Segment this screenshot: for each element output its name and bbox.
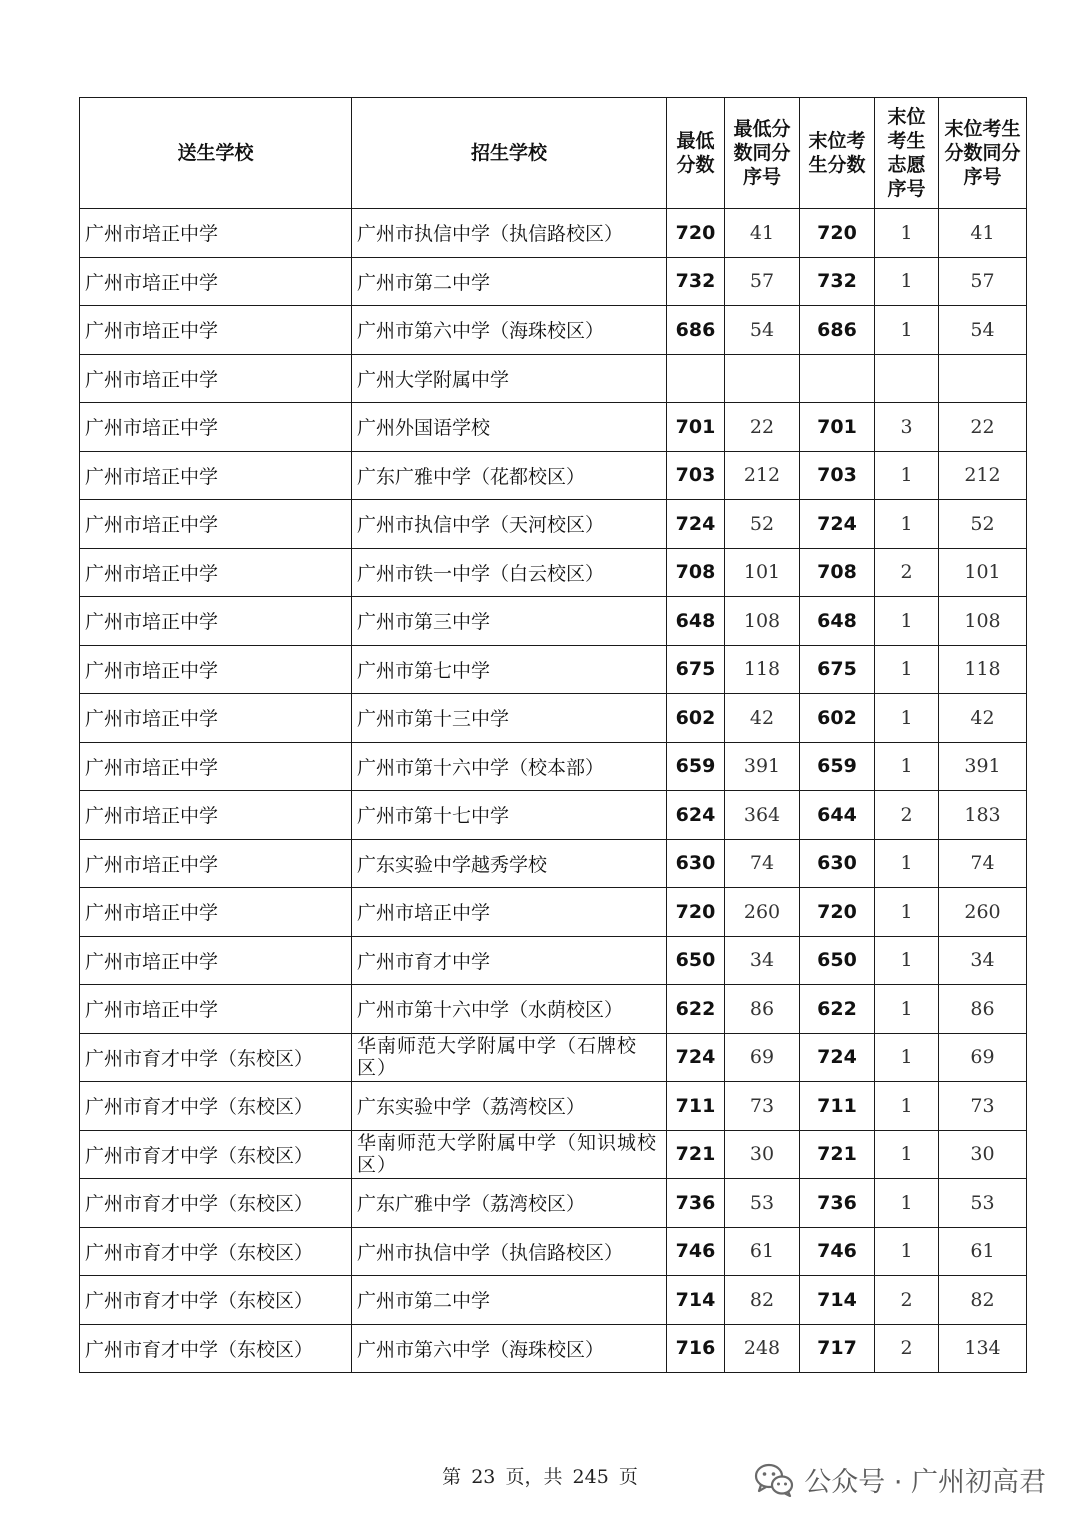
cell-min-score (667, 354, 725, 403)
cell-min-score-rank (725, 354, 800, 403)
header-line: 序号 (742, 166, 781, 188)
header-line: 生分数 (808, 154, 866, 176)
cell-min-score: 701 (667, 403, 725, 452)
cell-last-score-rank: 54 (939, 306, 1027, 355)
cell-last-score-rank: 52 (939, 500, 1027, 549)
cell-last-score: 630 (800, 839, 875, 888)
cell-last-score: 708 (800, 548, 875, 597)
cell-admitting-school: 广州市第十三中学 (352, 694, 667, 743)
cell-min-score-rank: 82 (725, 1276, 800, 1325)
header-line: 招生学校 (470, 142, 547, 164)
header-line: 最低分 (733, 118, 791, 140)
table-row (80, 209, 1027, 258)
cell-min-score-rank: 364 (725, 791, 800, 840)
cell-admitting-school: 广东广雅中学（花都校区） (352, 451, 667, 500)
table-row (80, 936, 1027, 985)
cell-admitting-school: 广州市第三中学 (352, 597, 667, 646)
cell-last-score-rank: 42 (939, 694, 1027, 743)
header-last-score (800, 98, 875, 209)
table-row (80, 306, 1027, 355)
page-word: 第 (442, 1466, 462, 1488)
table-row (80, 985, 1027, 1034)
table-row (80, 1082, 1027, 1131)
cell-min-score-rank: 30 (725, 1130, 800, 1179)
header-last-score-rank (939, 98, 1027, 209)
cell-min-score: 724 (667, 1033, 725, 1082)
header-min-score-rank (725, 98, 800, 209)
cell-last-score: 675 (800, 645, 875, 694)
cell-last-choice-order: 1 (875, 1227, 939, 1276)
cell-sending-school: 广州市培正中学 (80, 257, 352, 306)
table-row (80, 451, 1027, 500)
table-row (80, 888, 1027, 937)
cell-last-choice-order: 2 (875, 1276, 939, 1325)
cell-admitting-school: 广州市第六中学（海珠校区） (352, 306, 667, 355)
table-row (80, 694, 1027, 743)
cell-last-score-rank: 73 (939, 1082, 1027, 1131)
cell-min-score-rank: 42 (725, 694, 800, 743)
cell-min-score-rank: 73 (725, 1082, 800, 1131)
header-admitting-school (352, 98, 667, 209)
cell-sending-school: 广州市培正中学 (80, 839, 352, 888)
cell-sending-school: 广州市培正中学 (80, 548, 352, 597)
cell-last-choice-order: 1 (875, 500, 939, 549)
table-row (80, 645, 1027, 694)
cell-last-score-rank: 82 (939, 1276, 1027, 1325)
cell-last-score: 720 (800, 209, 875, 258)
cell-sending-school: 广州市培正中学 (80, 403, 352, 452)
cell-sending-school: 广州市育才中学（东校区） (80, 1130, 352, 1179)
header-line: 数同分 (733, 142, 791, 164)
cell-sending-school: 广州市育才中学（东校区） (80, 1276, 352, 1325)
cell-min-score: 732 (667, 257, 725, 306)
header-line: 考生 (887, 130, 926, 152)
header-line: 末位 (887, 106, 926, 128)
table-row (80, 791, 1027, 840)
cell-last-score-rank: 30 (939, 1130, 1027, 1179)
cell-last-choice-order: 1 (875, 694, 939, 743)
cell-min-score: 720 (667, 888, 725, 937)
cell-last-score-rank: 61 (939, 1227, 1027, 1276)
cell-min-score: 711 (667, 1082, 725, 1131)
cell-sending-school: 广州市育才中学（东校区） (80, 1082, 352, 1131)
header-sending-school (80, 98, 352, 209)
cell-admitting-school: 华南师范大学附属中学（石牌校区） (352, 1033, 667, 1082)
table-row (80, 1130, 1027, 1179)
cell-min-score: 686 (667, 306, 725, 355)
cell-last-score-rank: 69 (939, 1033, 1027, 1082)
cell-min-score: 624 (667, 791, 725, 840)
cell-last-score-rank: 41 (939, 209, 1027, 258)
cell-last-choice-order: 1 (875, 1179, 939, 1228)
cell-last-score-rank: 101 (939, 548, 1027, 597)
cell-admitting-school: 广州市培正中学 (352, 888, 667, 937)
cell-admitting-school: 广州市第二中学 (352, 1276, 667, 1325)
cell-last-choice-order: 3 (875, 403, 939, 452)
cell-last-score: 720 (800, 888, 875, 937)
cell-min-score-rank: 260 (725, 888, 800, 937)
cell-sending-school: 广州市培正中学 (80, 451, 352, 500)
cell-min-score-rank: 53 (725, 1179, 800, 1228)
cell-sending-school: 广州市培正中学 (80, 985, 352, 1034)
cell-last-score: 711 (800, 1082, 875, 1131)
cell-last-score-rank: 212 (939, 451, 1027, 500)
cell-min-score: 675 (667, 645, 725, 694)
header-last-choice-order (875, 98, 939, 209)
cell-admitting-school: 广州市第七中学 (352, 645, 667, 694)
table-body (80, 209, 1027, 1373)
cell-last-score: 648 (800, 597, 875, 646)
cell-last-score: 724 (800, 500, 875, 549)
cell-last-choice-order: 1 (875, 306, 939, 355)
cell-last-score: 736 (800, 1179, 875, 1228)
cell-sending-school: 广州市培正中学 (80, 306, 352, 355)
cell-min-score-rank: 52 (725, 500, 800, 549)
cell-admitting-school: 广州市育才中学 (352, 936, 667, 985)
watermark-text: 公众号 · 广州初高君 (804, 1467, 1046, 1498)
cell-min-score-rank: 57 (725, 257, 800, 306)
cell-min-score-rank: 69 (725, 1033, 800, 1082)
cell-min-score-rank: 108 (725, 597, 800, 646)
table-row (80, 1179, 1027, 1228)
cell-admitting-school: 广东实验中学越秀学校 (352, 839, 667, 888)
cell-last-score: 732 (800, 257, 875, 306)
cell-sending-school: 广州市培正中学 (80, 888, 352, 937)
cell-last-choice-order: 1 (875, 888, 939, 937)
cell-admitting-school: 广州市第十六中学（水荫校区） (352, 985, 667, 1034)
cell-min-score: 602 (667, 694, 725, 743)
cell-last-choice-order: 1 (875, 1130, 939, 1179)
cell-last-score: 622 (800, 985, 875, 1034)
cell-admitting-school: 华南师范大学附属中学（知识城校区） (352, 1130, 667, 1179)
header-line: 序号 (963, 166, 1002, 188)
header-line: 分数 (676, 154, 715, 176)
cell-last-score: 714 (800, 1276, 875, 1325)
cell-min-score: 746 (667, 1227, 725, 1276)
cell-min-score-rank: 74 (725, 839, 800, 888)
cell-last-score-rank (939, 354, 1027, 403)
cell-min-score-rank: 212 (725, 451, 800, 500)
cell-last-score-rank: 134 (939, 1324, 1027, 1373)
header-line: 最低 (676, 130, 715, 152)
cell-last-score-rank: 34 (939, 936, 1027, 985)
total-pages: 245 (572, 1466, 609, 1488)
cell-sending-school: 广州市培正中学 (80, 694, 352, 743)
cell-sending-school: 广州市培正中学 (80, 791, 352, 840)
table-row (80, 1227, 1027, 1276)
cell-last-choice-order: 1 (875, 597, 939, 646)
cell-last-score-rank: 57 (939, 257, 1027, 306)
cell-min-score-rank: 41 (725, 209, 800, 258)
cell-min-score: 724 (667, 500, 725, 549)
cell-last-choice-order: 1 (875, 839, 939, 888)
header-line: 序号 (887, 178, 926, 200)
page-separator: 页，共 (505, 1466, 563, 1488)
table-row (80, 354, 1027, 403)
cell-min-score: 716 (667, 1324, 725, 1373)
cell-min-score-rank: 22 (725, 403, 800, 452)
cell-last-choice-order: 1 (875, 936, 939, 985)
cell-last-choice-order: 1 (875, 451, 939, 500)
table-row (80, 1033, 1027, 1082)
cell-admitting-school: 广州市第二中学 (352, 257, 667, 306)
header-line: 分数同分 (944, 142, 1021, 164)
table-row (80, 839, 1027, 888)
cell-sending-school: 广州市培正中学 (80, 742, 352, 791)
header-line: 末位考 (808, 130, 866, 152)
cell-last-score-rank: 183 (939, 791, 1027, 840)
cell-min-score: 659 (667, 742, 725, 791)
cell-admitting-school: 广东实验中学（荔湾校区） (352, 1082, 667, 1131)
cell-last-score-rank: 260 (939, 888, 1027, 937)
cell-min-score: 648 (667, 597, 725, 646)
cell-sending-school: 广州市培正中学 (80, 354, 352, 403)
cell-admitting-school: 广州大学附属中学 (352, 354, 667, 403)
table-row (80, 500, 1027, 549)
cell-min-score: 708 (667, 548, 725, 597)
cell-last-score-rank: 391 (939, 742, 1027, 791)
cell-min-score: 622 (667, 985, 725, 1034)
cell-min-score-rank: 118 (725, 645, 800, 694)
cell-last-choice-order (875, 354, 939, 403)
cell-last-score: 721 (800, 1130, 875, 1179)
cell-last-score-rank: 108 (939, 597, 1027, 646)
header-row (80, 98, 1027, 209)
cell-min-score-rank: 61 (725, 1227, 800, 1276)
cell-admitting-school: 广州市执信中学（执信路校区） (352, 1227, 667, 1276)
cell-last-score: 686 (800, 306, 875, 355)
cell-sending-school: 广州市培正中学 (80, 597, 352, 646)
cell-admitting-school: 广州市执信中学（天河校区） (352, 500, 667, 549)
cell-sending-school: 广州市培正中学 (80, 936, 352, 985)
table-row (80, 1276, 1027, 1325)
cell-min-score: 714 (667, 1276, 725, 1325)
cell-last-choice-order: 1 (875, 1033, 939, 1082)
cell-last-score: 650 (800, 936, 875, 985)
cell-min-score: 703 (667, 451, 725, 500)
cell-admitting-school: 广州市第十七中学 (352, 791, 667, 840)
header-min-score (667, 98, 725, 209)
cell-last-score-rank: 74 (939, 839, 1027, 888)
cell-min-score: 630 (667, 839, 725, 888)
cell-sending-school: 广州市育才中学（东校区） (80, 1033, 352, 1082)
table-row (80, 597, 1027, 646)
cell-last-choice-order: 1 (875, 645, 939, 694)
table-row (80, 742, 1027, 791)
page-number: 23 (471, 1466, 496, 1488)
cell-admitting-school: 广东广雅中学（荔湾校区） (352, 1179, 667, 1228)
cell-sending-school: 广州市培正中学 (80, 500, 352, 549)
cell-admitting-school: 广州外国语学校 (352, 403, 667, 452)
page-end: 页 (618, 1466, 638, 1488)
cell-min-score-rank: 101 (725, 548, 800, 597)
table-row (80, 257, 1027, 306)
table-header (80, 98, 1027, 209)
header-line: 末位考生 (944, 118, 1021, 140)
cell-last-score: 659 (800, 742, 875, 791)
cell-last-score: 701 (800, 403, 875, 452)
cell-min-score-rank: 54 (725, 306, 800, 355)
cell-sending-school: 广州市育才中学（东校区） (80, 1324, 352, 1373)
cell-last-score: 703 (800, 451, 875, 500)
cell-last-score (800, 354, 875, 403)
cell-last-score-rank: 118 (939, 645, 1027, 694)
admission-table (79, 97, 1027, 1373)
cell-sending-school: 广州市培正中学 (80, 645, 352, 694)
cell-last-choice-order: 1 (875, 1082, 939, 1131)
table-row (80, 403, 1027, 452)
cell-last-score-rank: 53 (939, 1179, 1027, 1228)
table-row (80, 548, 1027, 597)
cell-sending-school: 广州市培正中学 (80, 209, 352, 258)
cell-min-score: 720 (667, 209, 725, 258)
cell-last-score: 602 (800, 694, 875, 743)
cell-min-score: 736 (667, 1179, 725, 1228)
cell-admitting-school: 广州市执信中学（执信路校区） (352, 209, 667, 258)
cell-last-choice-order: 2 (875, 791, 939, 840)
cell-last-score-rank: 22 (939, 403, 1027, 452)
wechat-icon (754, 1463, 794, 1497)
cell-min-score-rank: 248 (725, 1324, 800, 1373)
cell-last-choice-order: 1 (875, 985, 939, 1034)
cell-last-choice-order: 1 (875, 209, 939, 258)
cell-last-score: 644 (800, 791, 875, 840)
cell-last-choice-order: 1 (875, 257, 939, 306)
cell-min-score-rank: 34 (725, 936, 800, 985)
cell-last-choice-order: 2 (875, 1324, 939, 1373)
cell-last-score: 724 (800, 1033, 875, 1082)
cell-min-score: 721 (667, 1130, 725, 1179)
table-row (80, 1324, 1027, 1373)
cell-last-score: 717 (800, 1324, 875, 1373)
header-line: 志愿 (887, 154, 926, 176)
cell-min-score-rank: 391 (725, 742, 800, 791)
cell-last-choice-order: 1 (875, 742, 939, 791)
header-line: 送生学校 (177, 142, 254, 164)
cell-min-score-rank: 86 (725, 985, 800, 1034)
cell-min-score: 650 (667, 936, 725, 985)
cell-admitting-school: 广州市第十六中学（校本部） (352, 742, 667, 791)
cell-sending-school: 广州市育才中学（东校区） (80, 1179, 352, 1228)
cell-last-score: 746 (800, 1227, 875, 1276)
cell-last-choice-order: 2 (875, 548, 939, 597)
watermark (754, 1460, 1046, 1499)
cell-last-score-rank: 86 (939, 985, 1027, 1034)
cell-admitting-school: 广州市铁一中学（白云校区） (352, 548, 667, 597)
cell-admitting-school: 广州市第六中学（海珠校区） (352, 1324, 667, 1373)
cell-sending-school: 广州市育才中学（东校区） (80, 1227, 352, 1276)
